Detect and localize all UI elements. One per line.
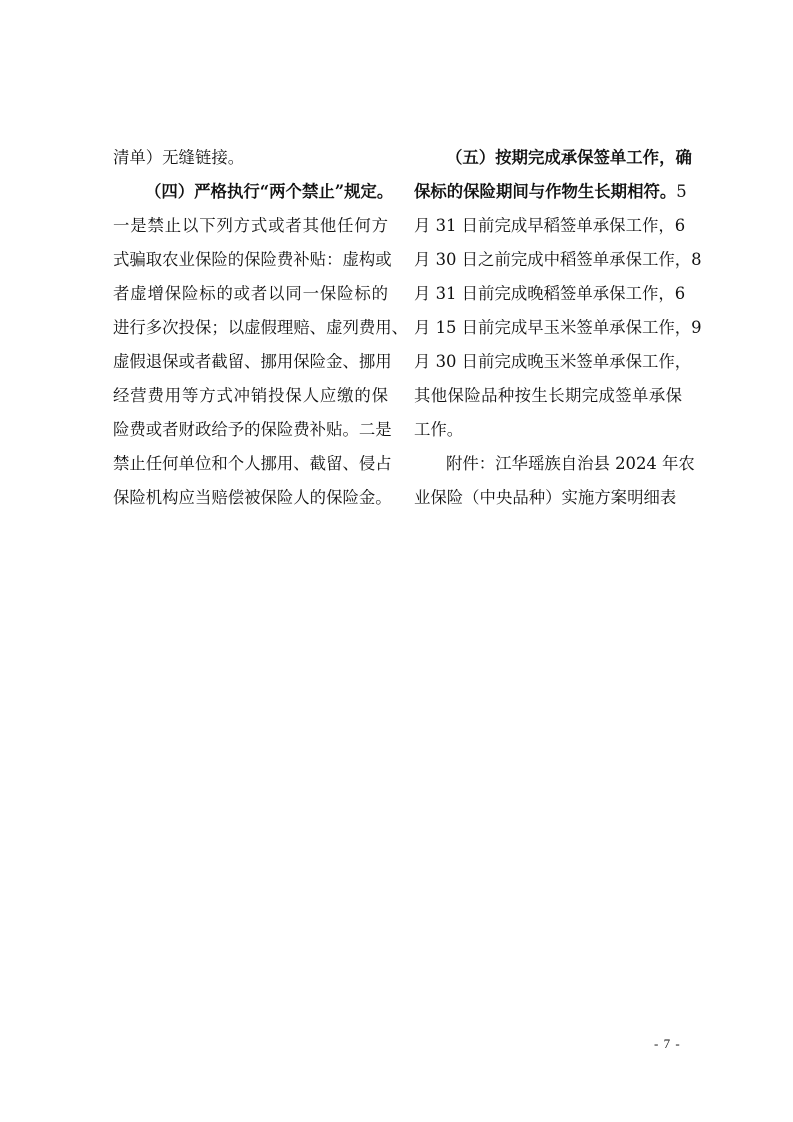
text-line: 月 30 日前完成晚玉米签单承保工作， [414,352,692,371]
attachment-line: 附件：江华瑶族自治县 2024 年农 [446,454,695,473]
text-line: 月 31 日前完成早稻签单承保工作，6 [414,216,686,235]
text-line: 式骗取农业保险的保险费补贴：虚构或 [113,250,392,269]
attachment-line-cont: 业保险（中央品种）实施方案明细表 [414,488,677,507]
text-line: 一是禁止以下列方式或者其他任何方 [113,216,388,235]
text-line: 虚假退保或者截留、挪用保险金、挪用 [113,352,392,371]
text-line: 经营费用等方式冲销投保人应缴的保 [113,386,388,405]
page-number: - 7 - [654,1036,681,1051]
text-line: 进行多次投保；以虚假理赔、虚列费用、 [113,318,409,337]
text-line: 禁止任何单位和个人挪用、截留、侵占 [113,454,392,473]
text-line: 月 30 日之前完成中稻签单承保工作，8 [414,250,702,269]
text-line: 工作。 [414,420,464,439]
right-text-column [414,141,702,515]
text-line: 者虚增保险标的或者以同一保险标的 [113,284,388,303]
section-heading-four: （四）严格执行“两个禁止”规定。 [145,182,394,201]
text-line: 险费或者财政给予的保险费补贴。二是 [113,420,392,439]
text-line: 其他保险品种按生长期完成签单承保 [414,386,682,405]
text-line: 清单）无缝链接。 [113,148,245,167]
left-text-column [113,141,409,515]
text-line: 月 15 日前完成早玉米签单承保工作，9 [414,318,702,337]
text-line: 保险机构应当赔偿被保险人的保险金。 [113,488,392,507]
section-heading-five-cont: 保标的保险期间与作物生长期相符。 [414,182,677,201]
text-line-bold-start [414,175,687,209]
text-line: 月 31 日前完成晚稻签单承保工作，6 [414,284,686,303]
text-fragment: 5 [676,182,687,201]
section-heading-five: （五）按期完成承保签单工作，确 [446,148,692,167]
